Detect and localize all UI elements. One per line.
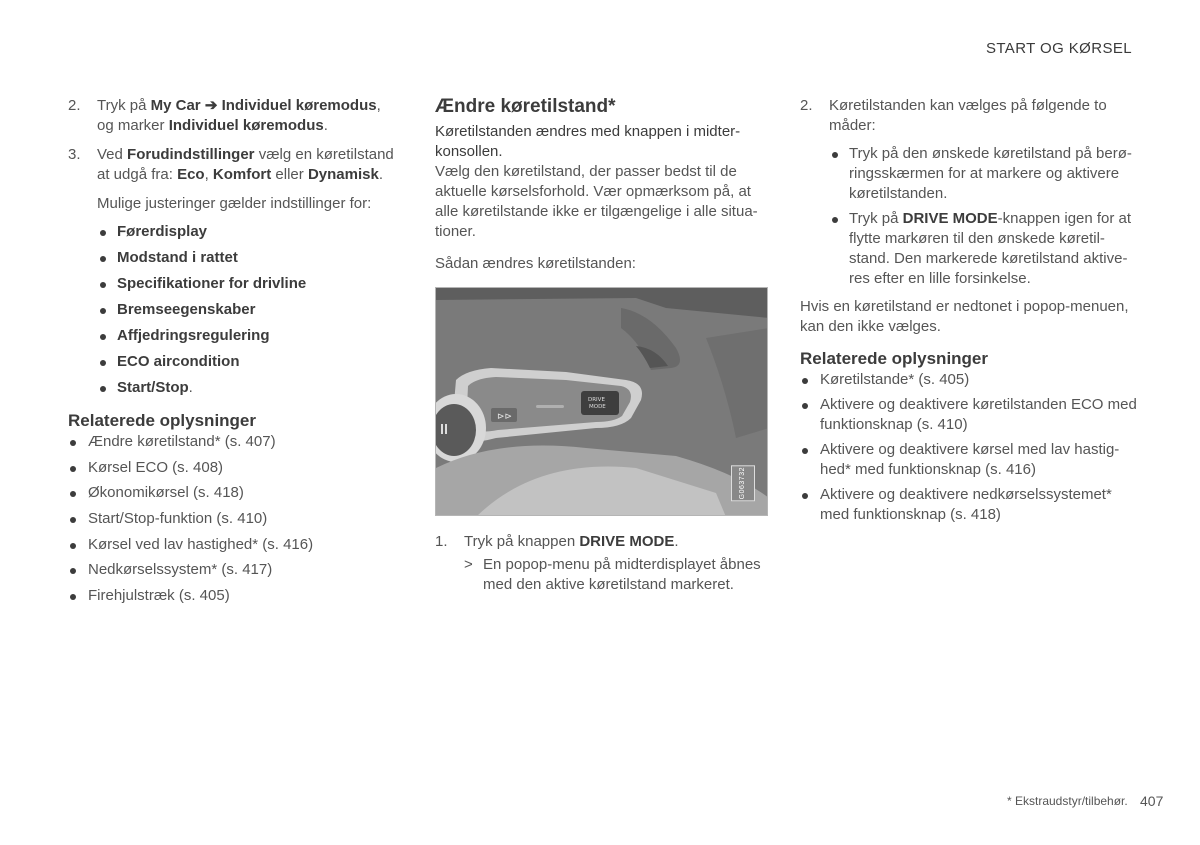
list-item: Førerdisplay — [97, 222, 398, 242]
related-link[interactable]: Aktivere og deaktivere kørsel med lav hastig-hed* med funktionsknap (s. 416) — [800, 440, 1140, 480]
step-number: 2. — [800, 97, 813, 114]
note-text: Hvis en køretilstand er nedtonet i popop-menuen, kan den ikke vælges. — [800, 298, 1129, 335]
section-header: START OG KØRSEL — [985, 40, 1132, 57]
step-number: 1. — [435, 533, 448, 550]
menu-path-individual: Individuel køremodus — [221, 97, 377, 114]
menu-path-mycar: My Car — [150, 97, 201, 114]
list-item: Specifikationer for drivline — [97, 274, 398, 294]
column-left — [68, 96, 398, 606]
list-item: Tryk på den ønskede køretilstand på berø-ringsskærmen for at markere og aktivere køretilstanden. — [829, 144, 1140, 204]
related-heading: Relaterede oplysninger — [800, 349, 989, 368]
related-list — [800, 370, 1140, 525]
svg-text:⊳⊳: ⊳⊳ — [497, 412, 513, 422]
footnote: * Ekstraudstyr/tilbehør. — [1007, 794, 1128, 808]
body-text: Vælg den køretilstand, der passer bedst til de aktuelle kørselsforhold. Vær opmærksom på, at alle køretilstande ikke er tilgængelige i alle situa-tioner. — [435, 163, 758, 240]
list-item: Tryk på DRIVE MODE-knappen igen for at flytte markøren til den ønskede køretil-stand. Den markerede køretilstand aktive-res efter en lille forsinkelse. — [829, 209, 1140, 289]
method-list — [829, 144, 1140, 289]
related-link[interactable]: Kørsel ECO (s. 408) — [68, 458, 398, 478]
step-3 — [68, 145, 398, 185]
related-link[interactable]: Køretilstande* (s. 405) — [800, 370, 1140, 390]
step-2 — [68, 96, 398, 136]
step-text: Tryk på My Car ➔ Individuel køremodus, og marker Individuel køremodus. — [97, 97, 381, 134]
related-link[interactable]: Økonomikørsel (s. 418) — [68, 483, 398, 503]
step-1 — [435, 532, 768, 552]
step-number: 3. — [68, 146, 81, 163]
related-link[interactable]: Nedkørselssystem* (s. 417) — [68, 560, 398, 580]
step-text: Tryk på knappen DRIVE MODE. — [464, 533, 679, 550]
list-item: Modstand i rattet — [97, 248, 398, 268]
figure-code: G063732 — [731, 465, 755, 501]
result-marker: > — [464, 556, 473, 573]
column-middle — [435, 95, 768, 595]
how-text: Sådan ændres køretilstanden: — [435, 255, 636, 272]
related-link[interactable]: Firehjulstræk (s. 405) — [68, 586, 398, 606]
step-text: Ved Forudindstillinger vælg en køretilstand at udgå fra: Eco, Komfort eller Dynamisk. — [97, 146, 394, 183]
related-heading: Relaterede oplysninger — [68, 411, 257, 430]
result-text: En popop-menu på midterdisplayet åbnes med den aktive køretilstand markeret. — [483, 556, 761, 593]
section-title: Ændre køretilstand* — [435, 96, 616, 117]
related-link[interactable]: Ændre køretilstand* (s. 407) — [68, 432, 398, 452]
page-number: 407 — [1140, 793, 1164, 809]
center-console-image — [436, 288, 768, 516]
list-item: Bremseegenskaber — [97, 300, 398, 320]
list-item: Start/Stop. — [97, 378, 398, 398]
arrow-right-icon: ➔ — [204, 97, 218, 114]
related-link[interactable]: Aktivere og deaktivere nedkørselssystemet* med funktionsknap (s. 418) — [800, 485, 1140, 525]
mode-label: MODE — [589, 404, 606, 410]
drive-label: DRIVE — [588, 397, 605, 403]
adjust-list — [97, 222, 398, 398]
adjust-intro: Mulige justeringer gælder indstillinger for: — [97, 195, 372, 212]
related-list — [68, 432, 398, 606]
list-item: ECO aircondition — [97, 352, 398, 372]
drive-mode-illustration — [435, 287, 768, 516]
related-link[interactable]: Kørsel ved lav hastighed* (s. 416) — [68, 535, 398, 555]
step-2-right — [800, 96, 1140, 136]
step-text: Køretilstanden kan vælges på følgende to måder: — [829, 97, 1107, 134]
step-number: 2. — [68, 97, 81, 114]
column-right — [800, 96, 1140, 525]
step-result — [464, 555, 768, 595]
lead-text: Køretilstanden ændres med knappen i midter-konsollen. — [435, 123, 741, 160]
related-link[interactable]: Aktivere og deaktivere køretilstanden ECO med funktionsknap (s. 410) — [800, 395, 1140, 435]
list-item: Affjedringsregulering — [97, 326, 398, 346]
related-link[interactable]: Start/Stop-funktion (s. 410) — [68, 509, 398, 529]
